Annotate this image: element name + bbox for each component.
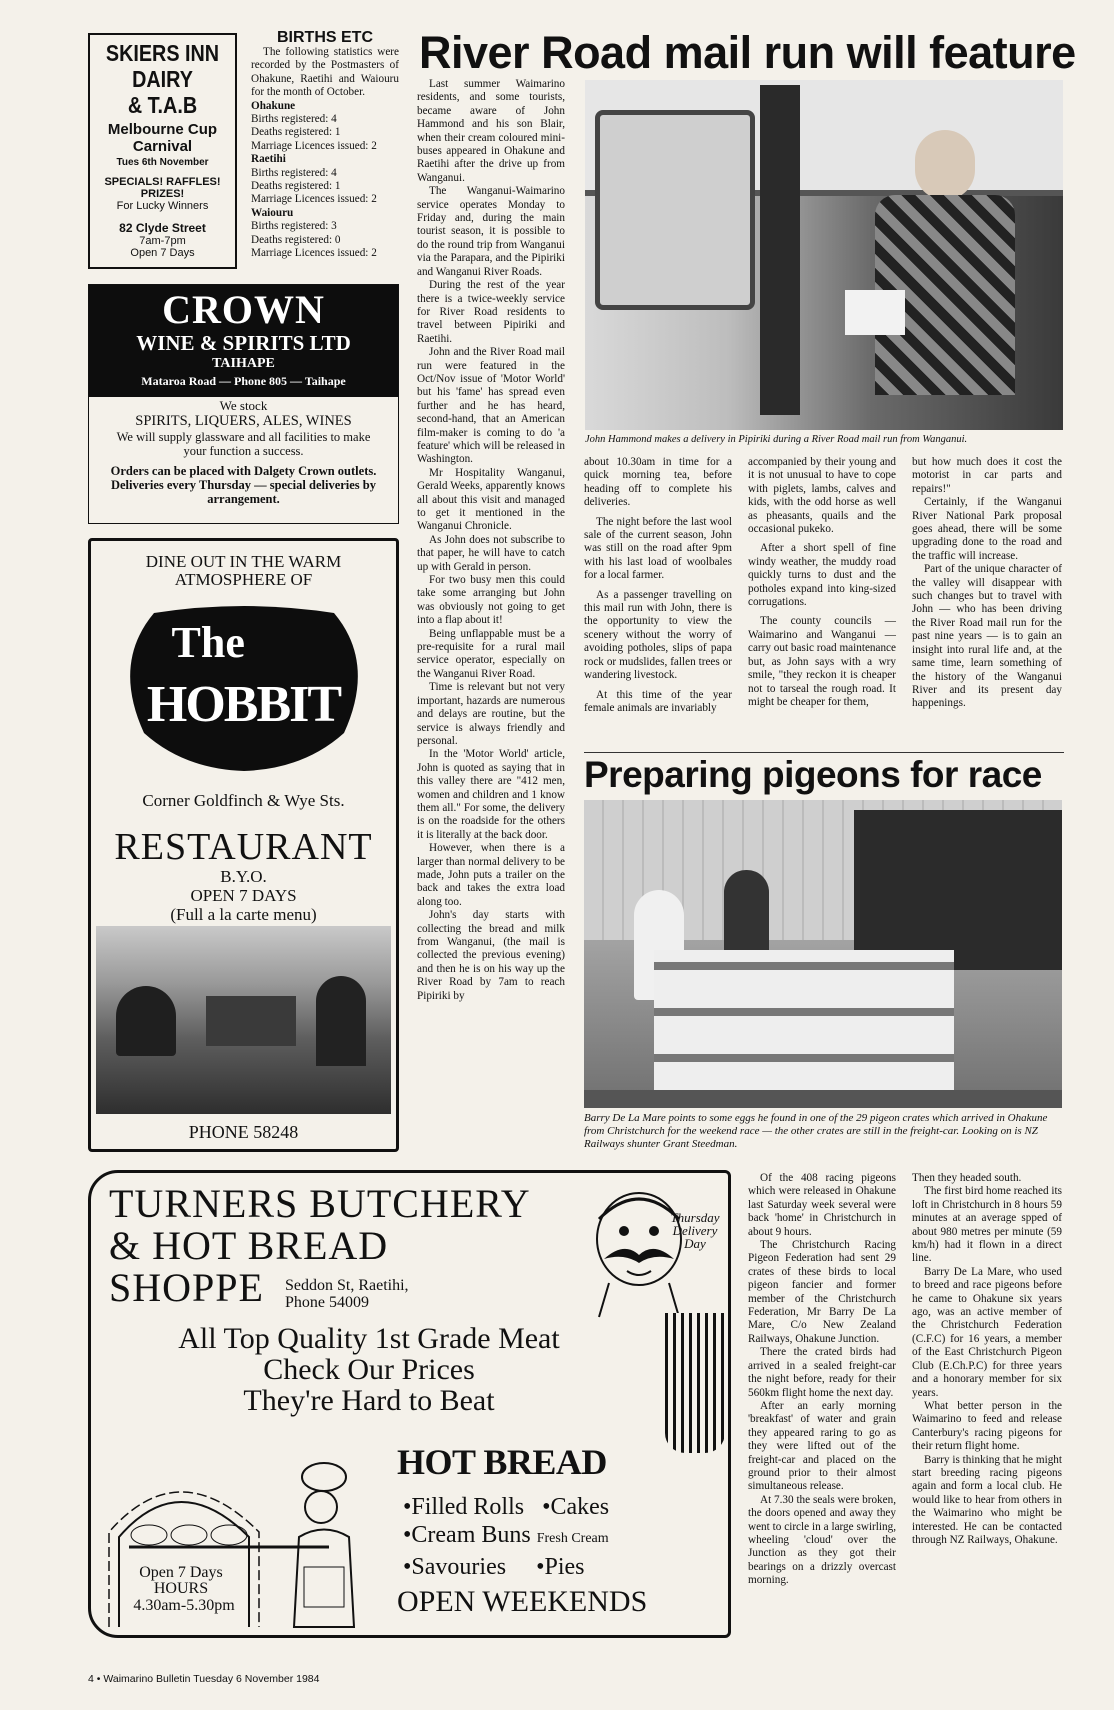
paragraph: but how much does it cost the motorist in car parts and repairs!" xyxy=(912,456,1062,495)
paragraph: The night before the last wool sale of the current season, John was still on the road after 9pm with his last load of woolbales for a local farmer. xyxy=(584,515,732,582)
hobbit-ad xyxy=(88,538,399,1152)
skiers-event: Melbourne Cup Carnival xyxy=(107,121,218,155)
baker-open-days: Open 7 Days xyxy=(139,1564,223,1581)
stat-line: Births registered: 4 xyxy=(251,113,337,126)
paragraph: In the 'Motor World' article, John is quoted as saying that in this valley there are "412 men, women and children and 1 know them all." For some, the delivery is on the roadside for the others it is literally at the back door. xyxy=(417,748,565,841)
stat-line: Marriage Licences issued: 2 xyxy=(251,193,377,206)
slogan-line: All Top Quality 1st Grade Meat xyxy=(178,1322,560,1355)
town-name: Raetihi xyxy=(251,153,286,166)
slogan-line: They're Hard to Beat xyxy=(243,1384,495,1417)
hobbit-phone: PHONE 58248 xyxy=(188,1122,299,1142)
crown-name: CROWN xyxy=(162,287,325,332)
mail-run-photo-caption: John Hammond makes a delivery in Pipiriki during a River Road mail run from Wanganui. xyxy=(585,434,968,445)
mail-run-photo xyxy=(585,80,1063,430)
paragraph: The Wanganui-Waimarino service operates Monday to Friday and, during the main tourist season, it is possible to do the round trip from Wanganui via the Parapara, and the Pipiriki and Wanganui River Roads. xyxy=(417,185,565,278)
skiers-open: Open 7 Days xyxy=(130,247,195,259)
crown-town: TAIHAPE xyxy=(212,356,275,371)
baker-hours-label: HOURS xyxy=(153,1580,209,1597)
crown-stock: SPIRITS, LIQUERS, ALES, WINES xyxy=(135,413,352,429)
item-text: •Cream Buns xyxy=(403,1522,531,1548)
slogan-line: Check Our Prices xyxy=(263,1353,475,1386)
hot-bread-item xyxy=(403,1521,723,1553)
thursday-line: Day xyxy=(684,1236,706,1251)
hobbit-menu: (Full a la carte menu) xyxy=(170,905,317,924)
river-col4 xyxy=(912,456,1062,711)
hobbit-restaurant: RESTAURANT xyxy=(114,826,373,868)
skiers-inn-ad xyxy=(88,33,237,269)
article-divider xyxy=(584,752,1064,753)
turners-ad xyxy=(88,1170,731,1638)
skiers-winners: For Lucky Winners xyxy=(116,200,209,212)
item-text: •Pies xyxy=(536,1554,585,1580)
hobbit-logo-name: HOBBIT xyxy=(146,676,341,733)
pigeon-photo-caption: Barry De La Mare points to some eggs he found in one of the 29 pigeon crates which arrived in Ohakune from Christchurch for the weekend race — the other crates are still in the freight-car. Looking on is NZ Railways shunter Grant Steedman. xyxy=(584,1112,1048,1150)
skiers-address: 82 Clyde Street xyxy=(119,221,206,235)
skiers-date: Tues 6th November xyxy=(116,157,209,168)
skiers-name xyxy=(100,40,225,118)
hobbit-corner: Corner Goldfinch & Wye Sts. xyxy=(142,791,345,810)
town-name: Waiouru xyxy=(251,206,294,219)
stat-line: Deaths registered: 1 xyxy=(251,180,341,193)
crown-glassware: We will supply glassware and all facilities to make your function a success. xyxy=(116,430,371,458)
paragraph: What better person in the Waimarino to feed and release Canterbury's racing pigeons for their return flight home. xyxy=(912,1399,1062,1453)
skiers-name-line: & T.A.B xyxy=(127,92,198,118)
paragraph: The Christchurch Racing Pigeon Federation had sent 29 crates of these birds to local pigeon fancier and former member of the Christchurch Federation, Mr Barry De La Mare, C/o New Zealand Railways, Ohakune Junction. xyxy=(748,1239,896,1345)
turners-address: Seddon St, Raetihi, xyxy=(285,1277,409,1294)
crown-address: Mataroa Road — Phone 805 — Taihape xyxy=(141,374,346,388)
crown-stock-intro: We stock xyxy=(219,398,268,413)
paragraph: John and the River Road mail run were featured in the Oct/Nov issue of 'Motor World' but his 'fame' has spread even further and he has heard, second-hand, that an American film-maker is coming to do 'a feature' which will be released in Washington. xyxy=(417,346,565,466)
river-col2 xyxy=(584,456,732,715)
butcher-apron xyxy=(665,1313,725,1453)
paragraph: John's day starts with collecting the bread and milk from Wanganui, (the mail is collected the previous evening) and then he is on his way up the River Road by 7am to reach Pipiriki by xyxy=(417,909,565,1002)
skiers-name-line: DAIRY xyxy=(132,66,193,92)
paragraph: As a passenger travelling on this mail run with John, there is the opportunity to view the scenery without the worry of avoiding potholes, slips of papa rock or mudslides, fallen trees or wandering livestock. xyxy=(584,588,732,682)
paragraph: Mr Hospitality Wanganui, Gerald Weeks, apparently knows all about this visit and managed to get it mentioned in the Wanganui Chronicle. xyxy=(417,466,565,533)
pigeon-col1 xyxy=(748,1172,896,1588)
pigeon-headline: Preparing pigeons for race xyxy=(584,754,1042,795)
births-town-block xyxy=(251,153,399,207)
skiers-hours: 7am-7pm xyxy=(139,235,186,247)
pigeon-photo xyxy=(584,800,1062,1108)
paragraph: However, when there is a larger than normal delivery to be made, John puts a trailer on the back and takes the extra load along too. xyxy=(417,842,565,908)
skiers-specials: SPECIALS! RAFFLES! PRIZES! xyxy=(104,176,221,200)
item-text: •Filled Rolls xyxy=(403,1494,525,1520)
crown-body xyxy=(89,397,398,508)
stat-line: Births registered: 4 xyxy=(251,166,337,179)
paragraph: Being unflappable must be a pre-requisite for a rural mail service operator, especially on the Wanganui River Road. xyxy=(417,627,565,680)
crown-banner xyxy=(89,285,398,397)
paragraph: The county councils — Waimarino and Wanganui — carry out basic road maintenance but, as John says with a wry smile, "they reckon it is cheaper not to tarseal the rough road. It might be cheaper for them, xyxy=(748,615,896,708)
paragraph: After an early morning 'breakfast' of water and grain they appeared raring to go as they were lifted out of the freight-car and placed on the ground prior to their almost simultaneous release. xyxy=(748,1399,896,1493)
thursday-delivery xyxy=(659,1211,731,1250)
paragraph: After a short spell of fine windy weather, the muddy road quickly turns to dust and the potholes expand into king-sized corrugations. xyxy=(748,542,896,609)
river-col3 xyxy=(748,456,896,709)
thursday-line: Thursday xyxy=(670,1210,720,1225)
item-text: •Cakes xyxy=(542,1494,610,1520)
turners-phone: Phone 54009 xyxy=(285,1294,369,1311)
hot-bread-item xyxy=(403,1553,723,1581)
stat-line: Deaths registered: 0 xyxy=(251,233,341,246)
hobbit-logo-the: The xyxy=(171,618,245,667)
turners-line1: TURNERS BUTCHERY xyxy=(109,1181,531,1226)
paragraph: At this time of the year female animals are invariably xyxy=(584,688,732,714)
paragraph: During the rest of the year there is a twice-weekly service for River Road residents to travel between Pipiriki and Raetihi. xyxy=(417,279,565,345)
skiers-name-line: SKIERS INN xyxy=(105,40,220,66)
river-col1 xyxy=(417,78,565,1003)
river-headline: River Road mail run will feature xyxy=(419,27,1076,78)
paragraph: Time is relevant but not very important, hazards are numerous and delays are routine, but the service is always friendly and personal. xyxy=(417,681,565,747)
paragraph: At 7.30 the seals were broken, the doors opened and away they went to circle in a large swirling, wheeling 'cloud' over the Junction as they got their bearings on a drizzly overcast morning. xyxy=(748,1493,896,1587)
paragraph: There the crated birds had arrived in a sealed freight-car the night before, ready for their 560km flight home the next day. xyxy=(748,1346,896,1399)
item-text: •Savouries xyxy=(403,1554,507,1580)
crown-orders: Orders can be placed with Dalgety Crown outlets. Deliveries every Thursday — special deliveries by arrangement. xyxy=(110,464,377,506)
paragraph: Certainly, if the Wanganui River National Park proposal goes ahead, there will be some upgrading done to the road and the traffic will increase. xyxy=(912,496,1062,562)
item-note: Fresh Cream xyxy=(536,1531,609,1546)
paragraph: Last summer Waimarino residents, and some tourists, became aware of John Hammond and his son Blair, when their cream coloured mini-buses appeared in Ohakune and Raetihi after the drive up from Wanganui. xyxy=(417,78,565,184)
births-intro: The following statistics were recorded by the Postmasters of Ohakune, Raetihi and Waiouru for the month of October. xyxy=(251,46,399,99)
paragraph: The first bird home reached its loft in Christchurch in 8 hours 59 minutes at an average spped of about 980 metres per minute (59 km/h) had it flown in a direct line. xyxy=(912,1185,1062,1265)
hot-bread-item xyxy=(403,1493,723,1521)
paragraph: accompanied by their young and it is not unusual to have to cope with piglets, lambs, calves and kids, with the odd horse as well as pheasants, quails and the occasional pukeko. xyxy=(748,456,896,536)
stat-line: Marriage Licences issued: 2 xyxy=(251,247,377,260)
town-name: Ohakune xyxy=(251,99,296,112)
hobbit-logo xyxy=(114,603,374,773)
paragraph: Of the 408 racing pigeons which were released in Ohakune last Saturday week several were back 'home' in Christchurch in about 9 hours. xyxy=(748,1172,896,1238)
stat-line: Births registered: 3 xyxy=(251,220,337,233)
births-column xyxy=(251,30,399,261)
paragraph: about 10.30am in time for a quick morning tea, before heading off to complete his deliveries. xyxy=(584,456,732,509)
paragraph: Barry is thinking that he might start breeding racing pigeons again and form a local club. He would like to hear from others in the Waimarino who might be interested. He can be contacted through NZ Railways, Ohakune. xyxy=(912,1453,1062,1546)
paragraph: Part of the unique character of the valley will disappear with such changes but to travel with John — who has been driving the River Road mail run for the past nine years — is to gain an insight into rural life and, at the same time, learn something of the history of the Wanganui River and its present day happenings. xyxy=(912,563,1062,710)
paragraph: As John does not subscribe to that paper, he will have to catch up with Gerald in person. xyxy=(417,533,565,573)
turners-slogan xyxy=(109,1323,629,1416)
paragraph: Then they headed south. xyxy=(912,1172,1022,1184)
paragraph: For two busy men this could take some arranging but John was obviously not going to get into a flap about it! xyxy=(417,574,565,627)
baker-hours: 4.30am-5.30pm xyxy=(133,1597,235,1614)
turners-line3: SHOPPE xyxy=(109,1265,264,1310)
crown-ad xyxy=(88,284,399,524)
turners-line2: & HOT BREAD xyxy=(109,1223,389,1268)
hot-bread-items xyxy=(403,1493,723,1581)
births-town-block xyxy=(251,100,399,154)
hobbit-open: OPEN 7 DAYS xyxy=(190,886,297,905)
stat-line: Deaths registered: 1 xyxy=(251,126,341,139)
pigeon-col2 xyxy=(912,1172,1062,1547)
open-weekends: OPEN WEEKENDS xyxy=(397,1585,648,1618)
thursday-line: Delivery xyxy=(672,1223,718,1238)
paragraph: Barry De La Mare, who used to breed and race pigeons before he came to Ohakune six years ago, was an active member of the Christchurch Federation (C.F.C) for 16 years, a member of the East Christchurch Pigeon Club (E.Ch.P.C) for three years and a honorary member for six years. xyxy=(912,1265,1062,1399)
hot-bread-heading: HOT BREAD xyxy=(397,1442,607,1482)
births-town-block xyxy=(251,207,399,261)
births-heading: BIRTHS ETC xyxy=(277,29,373,46)
page-footer: 4 • Waimarino Bulletin Tuesday 6 November 1984 xyxy=(88,1673,320,1685)
stat-line: Marriage Licences issued: 2 xyxy=(251,139,377,152)
hobbit-byo: B.Y.O. xyxy=(220,867,267,886)
crown-subtitle: WINE & SPIRITS LTD xyxy=(136,331,351,355)
hobbit-top-text: DINE OUT IN THE WARM ATMOSPHERE OF xyxy=(145,552,342,589)
restaurant-photo xyxy=(96,926,391,1114)
